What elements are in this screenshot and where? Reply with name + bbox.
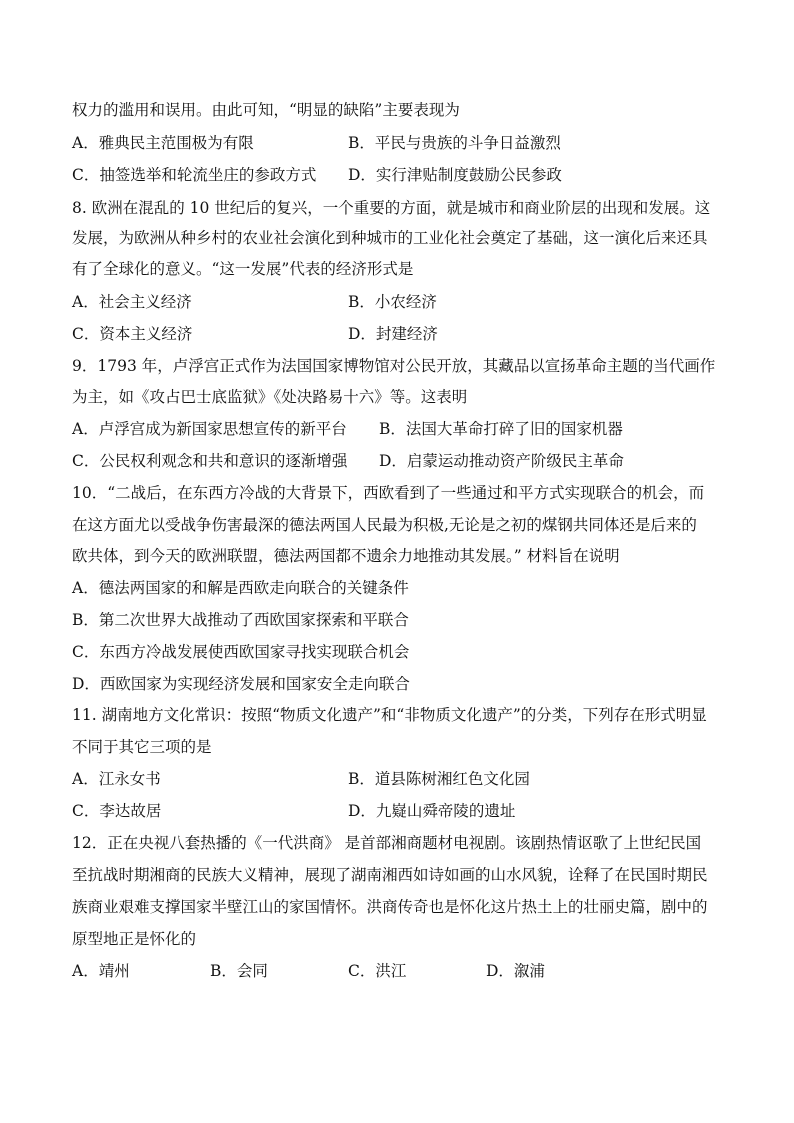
q12-option-a: A．靖州 <box>72 962 130 980</box>
q8-stem-line-2: 发展，为欧洲从种乡村的农业社会演化到种城市的工业化社会奠定了基础，这一演化后来还具 <box>72 229 708 247</box>
q12-option-d: D．溆浦 <box>486 962 545 980</box>
q9-stem-line-1: 9．1793 年，卢浮宫正式作为法国国家博物馆对公民开放，其藏品以宣扬革命主题的当代画作 <box>72 357 716 375</box>
q12-stem-line-1: 12．正在央视八套热播的《一代洪商》 是首部湘商题材电视剧。该剧热情讴歌了上世纪民国 <box>72 834 702 852</box>
q11-option-a: A．江永女书 <box>72 770 161 788</box>
q11-option-b: B．道县陈树湘红色文化园 <box>348 770 530 788</box>
q12-stem-line-4: 原型地正是怀化的 <box>72 930 197 948</box>
q12-option-b: B．会同 <box>210 962 268 980</box>
q10-option-b: B．第二次世界大战推动了西欧国家探索和平联合 <box>72 611 409 629</box>
q12-stem-line-2: 至抗战时期湘商的民族大义精神，展现了湖南湘西如诗如画的山水风貌，诠释了在民国时期民 <box>72 866 708 884</box>
q7-option-b: B．平民与贵族的斗争日益激烈 <box>348 134 561 152</box>
q8-option-b: B．小农经济 <box>348 293 437 311</box>
q7-stem-tail: 权力的滥用和误用。由此可知，“明显的缺陷”主要表现为 <box>72 101 460 119</box>
q9-option-d: D．启蒙运动推动资产阶级民主革命 <box>379 452 624 470</box>
q8-option-d: D．封建经济 <box>348 325 438 343</box>
q10-stem-line-1: 10．“二战后，在东西方冷战的大背景下，西欧看到了一些通过和平方式实现联合的机会，而 <box>72 484 705 502</box>
q8-stem-line-1: 8. 欧洲在混乱的 10 世纪后的复兴，一个重要的方面，就是城市和商业阶层的出现和发展。这 <box>72 199 711 217</box>
q8-option-a: A．社会主义经济 <box>72 293 192 311</box>
q11-option-d: D．九嶷山舜帝陵的遗址 <box>348 802 516 820</box>
q7-option-a: A．雅典民主范围极为有限 <box>72 134 254 152</box>
q10-option-c: C．东西方冷战发展使西欧国家寻找实现联合机会 <box>72 643 410 661</box>
q11-option-c: C．李达故居 <box>72 802 162 820</box>
q11-stem-line-2: 不同于其它三项的是 <box>72 738 212 756</box>
q9-stem-line-2: 为主，如《攻占巴士底监狱》《处决路易十六》等。这表明 <box>72 388 468 406</box>
q10-stem-line-3: 欧共体，到今天的欧洲联盟，德法两国都不遗余力地推动其发展。” 材料旨在说明 <box>72 547 620 565</box>
q7-option-c: C．抽签选举和轮流坐庄的参政方式 <box>72 166 317 184</box>
q8-stem-line-3: 有了全球化的意义。“这一发展”代表的经济形式是 <box>72 260 414 278</box>
q9-option-c: C．公民权利观念和共和意识的逐渐增强 <box>72 452 348 470</box>
q12-stem-line-3: 族商业艰难支撑国家半壁江山的家国情怀。洪商传奇也是怀化这片热土上的壮丽史篇，剧中的 <box>72 898 708 916</box>
q12-option-c: C．洪江 <box>348 962 407 980</box>
q11-stem-line-1: 11. 湖南地方文化常识：按照“物质文化遗产”和“非物质文化遗产”的分类，下列存在形式明显 <box>72 706 707 724</box>
q8-option-c: C．资本主义经济 <box>72 325 193 343</box>
q7-option-d: D．实行津贴制度鼓励公民参政 <box>348 166 562 184</box>
q10-option-d: D．西欧国家为实现经济发展和国家安全走向联合 <box>72 675 410 693</box>
q9-option-b: B．法国大革命打碎了旧的国家机器 <box>379 420 623 438</box>
q10-stem-line-2: 在这方面尤以受战争伤害最深的德法两国人民最为积极,无论是之初的煤钢共同体还是后来的 <box>72 516 697 534</box>
q9-option-a: A．卢浮宫成为新国家思想宣传的新平台 <box>72 420 347 438</box>
q10-option-a: A．德法两国家的和解是西欧走向联合的关键条件 <box>72 579 409 597</box>
